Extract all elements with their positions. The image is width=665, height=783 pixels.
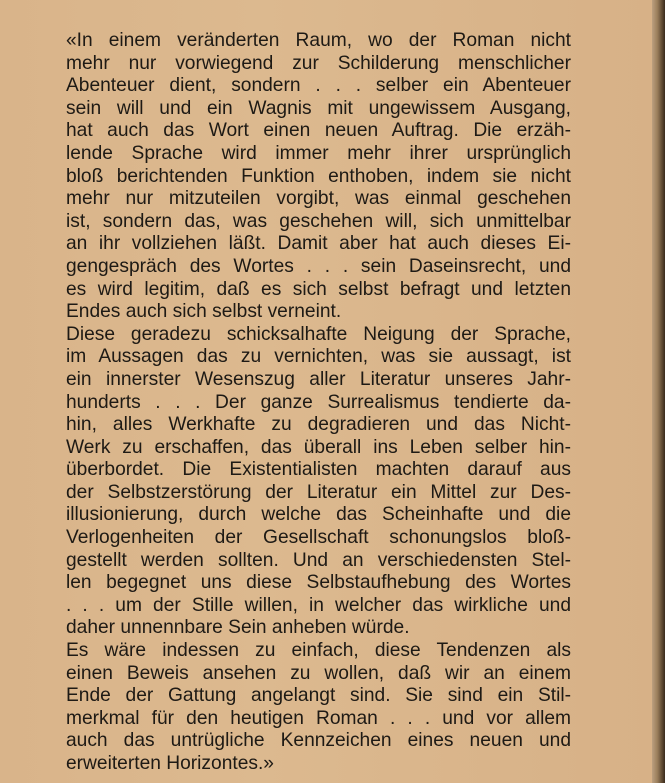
text-line: bloß berichtenden Funktion enthoben, indem sie nicht: [66, 165, 571, 187]
text-line: auch das untrügliche Kennzeichen eines neuen und: [66, 730, 571, 752]
quoted-passage: [66, 30, 571, 776]
page-edge: [652, 0, 665, 783]
text-line: «In einem veränderten Raum, wo der Roman nicht: [66, 30, 571, 51]
text-line: im Aussagen das zu vernichten, was sie aussagt, ist: [66, 346, 571, 368]
text-line: lende Sprache wird immer mehr ihrer ursprünglich: [66, 142, 571, 164]
text-line: einen Beweis ansehen zu wollen, daß wir an einem: [66, 662, 571, 684]
text-line: merkmal für den heutigen Roman . . . und vor allem: [66, 707, 571, 729]
text-line: Endes auch sich selbst verneint.: [66, 301, 342, 323]
text-line: sein will und ein Wagnis mit ungewissem Ausgang,: [66, 97, 571, 119]
text-line: gengespräch des Wortes . . . sein Daseinsrecht, und: [66, 255, 571, 277]
text-line: es wird legitim, daß es sich selbst befragt und letzten: [66, 278, 571, 300]
text-line: illusionierung, durch welche das Scheinhafte und die: [66, 504, 571, 526]
text-line: hat auch das Wort einen neuen Auftrag. Die erzäh-: [66, 120, 571, 142]
text-line: ist, sondern das, was geschehen will, sich unmittelbar: [66, 210, 571, 232]
text-line: gestellt werden sollten. Und an verschiedensten Stel-: [66, 549, 571, 571]
text-line: Ende der Gattung angelangt sind. Sie sind ein Stil-: [66, 685, 571, 707]
text-line: an ihr vollziehen läßt. Damit aber hat auch dieses Ei-: [66, 233, 571, 255]
text-line: überbordet. Die Existentialisten machten darauf aus: [66, 459, 571, 481]
text-line: mehr nur vorwiegend zur Schilderung menschlicher: [66, 52, 571, 74]
text-line: Es wäre indessen zu einfach, diese Tendenzen als: [66, 640, 571, 662]
text-line: len begegnet uns diese Selbstaufhebung des Wortes: [66, 572, 571, 594]
text-line: hin, alles Werkhafte zu degradieren und das Nicht-: [66, 414, 571, 436]
text-line: ein innerster Wesenszug aller Literatur unseres Jahr-: [66, 368, 571, 390]
text-line: der Selbstzerstörung der Literatur ein Mittel zur Des-: [66, 481, 571, 503]
text-line: daher unnennbare Sein anheben würde.: [66, 617, 410, 639]
text-line: mehr nur mitzuteilen vorgibt, was einmal geschehen: [66, 188, 571, 210]
text-line: Abenteuer dient, sondern . . . selber ein Abenteuer: [66, 75, 571, 97]
text-line: erweiterten Horizontes.»: [66, 753, 274, 774]
text-line: hunderts . . . Der ganze Surrealismus tendierte da-: [66, 391, 571, 413]
text-line: Diese geradezu schicksalhafte Neigung der Sprache,: [66, 323, 571, 345]
text-line: Verlogenheiten der Gesellschaft schonungslos bloß-: [66, 527, 571, 549]
text-line: Werk zu erschaffen, das überall ins Leben selber hin-: [66, 436, 571, 458]
text-line: . . . um der Stille willen, in welcher das wirkliche und: [66, 594, 571, 616]
